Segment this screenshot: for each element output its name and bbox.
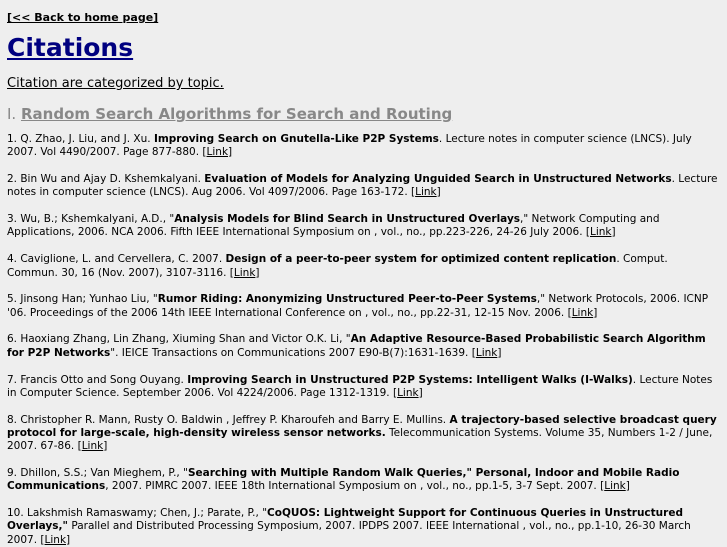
- citation-authors: 8. Christopher R. Mann, Rusty O. Baldwin , Jeffrey P. Kharoufeh and Barry E. Mullins.: [7, 413, 450, 426]
- citation-authors: 2. Bin Wu and Ajay D. Kshemkalyani.: [7, 173, 205, 186]
- citation-details: . Lecture notes in computer science (LNCS). Aug 2006. Vol 4097/2006. Page 163-172.: [7, 173, 718, 199]
- citation-item: 10. Lakshmish Ramaswamy; Chen, J.; Parate, P., "CoQUOS: Lightweight Support for Continuous Queries in Unstructured Overlays," Parallel and Distributed Processing Symposium, 2007. IPDPS 2007. IEEE International , vol., no., pp.1-10, 26-30 March 2007. [Link]: [7, 507, 691, 546]
- section-title-link[interactable]: Random Search Algorithms for Search and Routing: [20, 105, 453, 123]
- citation-item: 5. Jinsong Han; Yunhao Liu, "Rumor Riding: Anonymizing Unstructured Peer-to-Peer Systems," Network Protocols, 2006. ICNP '06. Proceedings of the 2006 14th IEEE International Conference on , vol., no., pp.22-31, 12-15 Nov. 2006. [Link]: [7, 293, 709, 319]
- intro-text: Citation are categorized by topic.: [7, 76, 224, 91]
- citation-item: 6. Haoxiang Zhang, Lin Zhang, Xiuming Shan and Victor O.K. Li, "An Adaptive Resource-Based Probabilistic Search Algorithm for P2P Networks". IEICE Transactions on Communications 2007 E90-B(7):1631-1639. [Link]: [7, 333, 706, 359]
- citation-item: 1. Q. Zhao, J. Liu, and J. Xu. Improving Search on Gnutella-Like P2P Systems. Lecture notes in computer science (LNCS). July 2007. Vol 4490/2007. Page 877-880. [Link]: [7, 133, 692, 159]
- citation-link[interactable]: Link: [589, 226, 612, 239]
- citation-link[interactable]: Link: [475, 346, 498, 359]
- citation-authors: 3. Wu, B.; Kshemkalyani, A.D., ": [7, 213, 175, 226]
- citation-item: 9. Dhillon, S.S.; Van Mieghem, P., "Searching with Multiple Random Walk Queries," Personal, Indoor and Mobile Radio Communications, 2007. PIMRC 2007. IEEE 18th International Symposium on , vol., no., pp.1-5, 3-7 Sept. 2007. [Link]: [7, 467, 680, 493]
- citation-details: Parallel and Distributed Processing Symposium, 2007. IPDPS 2007. IEEE International , vol., no., pp.1-10, 26-30 March 2007.: [7, 520, 691, 546]
- citation-title: A trajectory-based selective broadcast query protocol for large-scale, high-density wireless sensor networks.: [7, 413, 717, 439]
- citation-details: ," Network Protocols, 2006. ICNP '06. Proceedings of the 2006 14th IEEE International Conference on , vol., no., pp.22-31, 12-15 Nov. 2006.: [7, 293, 709, 319]
- citation-title: Evaluation of Models for Analyzing Unguided Search in Unstructured Networks: [204, 173, 672, 186]
- citation-list: [7, 133, 719, 547]
- citation-authors: 9. Dhillon, S.S.; Van Mieghem, P., ": [7, 467, 188, 480]
- citation-title: An Adaptive Resource-Based Probabilistic Search Algorithm for P2P Networks: [7, 333, 706, 359]
- citation-authors: 6. Haoxiang Zhang, Lin Zhang, Xiuming Shan and Victor O.K. Li, ": [7, 333, 351, 346]
- citation-link[interactable]: Link: [81, 440, 104, 453]
- citation-link[interactable]: Link: [415, 186, 437, 199]
- citation-link[interactable]: Link: [604, 480, 626, 493]
- citation-authors: 1. Q. Zhao, J. Liu, and J. Xu.: [7, 133, 154, 145]
- citation-details: . Lecture Notes in Computer Science. September 2006. Vol 4224/2006. Page 1312-1319.: [7, 373, 713, 399]
- citation-authors: 10. Lakshmish Ramaswamy; Chen, J.; Parate, P., ": [7, 507, 268, 520]
- citation-details: . Lecture notes in computer science (LNCS). July 2007. Vol 4490/2007. Page 877-880.: [7, 133, 692, 159]
- section-heading: [7, 105, 719, 124]
- citation-link[interactable]: Link: [44, 533, 67, 546]
- citation-title: Improving Search in Unstructured P2P Systems: Intelligent Walks (I-Walks): [187, 373, 633, 386]
- citation-item: 7. Francis Otto and Song Ouyang. Improving Search in Unstructured P2P Systems: Intelligent Walks (I-Walks). Lecture Notes in Computer Science. September 2006. Vol 4224/2006. Page 1312-1319. [Link]: [7, 373, 713, 399]
- citation-authors: 4. Caviglione, L. and Cervellera, C. 2007.: [7, 253, 226, 266]
- citation-link[interactable]: Link: [206, 146, 229, 159]
- page-title-text: Citations: [7, 33, 134, 62]
- citation-title: Searching with Multiple Random Walk Queries," Personal, Indoor and Mobile Radio Communications: [7, 467, 680, 493]
- citation-item: 3. Wu, B.; Kshemkalyani, A.D., "Analysis Models for Blind Search in Unstructured Overlays," Network Computing and Applications, 2006. NCA 2006. Fifth IEEE International Symposium on , vol., no., pp.223-226, 24-26 July 2006. [Link]: [7, 213, 660, 239]
- citation-link[interactable]: Link: [571, 306, 594, 319]
- citation-item: 4. Caviglione, L. and Cervellera, C. 2007. Design of a peer-to-peer system for optimized content replication. Comput. Commun. 30, 16 (Nov. 2007), 3107-3116. [Link]: [7, 253, 668, 279]
- citation-title: Analysis Models for Blind Search in Unstructured Overlays: [174, 213, 521, 226]
- citation-title: CoQUOS: Lightweight Support for Continuous Queries in Unstructured Overlays,": [7, 507, 683, 533]
- citation-title: Rumor Riding: Anonymizing Unstructured Peer-to-Peer Systems: [157, 293, 537, 306]
- citation-details: , 2007. PIMRC 2007. IEEE 18th International Symposium on , vol., no., pp.1-5, 3-7 Sept. 2007.: [105, 480, 601, 493]
- citation-details: ". IEICE Transactions on Communications 2007 E90-B(7):1631-1639.: [110, 346, 472, 359]
- section-number: I.: [7, 105, 17, 123]
- citation-authors: 5. Jinsong Han; Yunhao Liu, ": [7, 293, 158, 306]
- citation-details: ," Network Computing and Applications, 2006. NCA 2006. Fifth IEEE International Symposium on , vol., no., pp.223-226, 24-26 July 2006.: [7, 213, 660, 239]
- citation-authors: 7. Francis Otto and Song Ouyang.: [7, 373, 188, 386]
- citation-item: 8. Christopher R. Mann, Rusty O. Baldwin , Jeffrey P. Kharoufeh and Barry E. Mullins. A trajectory-based selective broadcast query protocol for large-scale, high-density wireless sensor networks. Telecommunication Systems. Volume 35, Numbers 1-2 / June, 2007. 67-86. [Link]: [7, 413, 717, 453]
- citation-title: Improving Search on Gnutella-Like P2P Systems: [153, 133, 439, 145]
- citation-link[interactable]: Link: [397, 386, 419, 399]
- citation-details: . Comput. Commun. 30, 16 (Nov. 2007), 3107-3116.: [7, 253, 668, 279]
- citation-item: 2. Bin Wu and Ajay D. Kshemkalyani. Evaluation of Models for Analyzing Unguided Search in Unstructured Networks. Lecture notes in computer science (LNCS). Aug 2006. Vol 4097/2006. Page 163-172. [Link]: [7, 173, 718, 199]
- citation-title: Design of a peer-to-peer system for optimized content replication: [225, 253, 617, 266]
- citation-details: Telecommunication Systems. Volume 35, Numbers 1-2 / June, 2007. 67-86.: [7, 426, 713, 453]
- page-title: [7, 33, 719, 63]
- back-to-home-link[interactable]: [<< Back to home page]: [7, 11, 159, 24]
- citation-link[interactable]: Link: [233, 266, 256, 279]
